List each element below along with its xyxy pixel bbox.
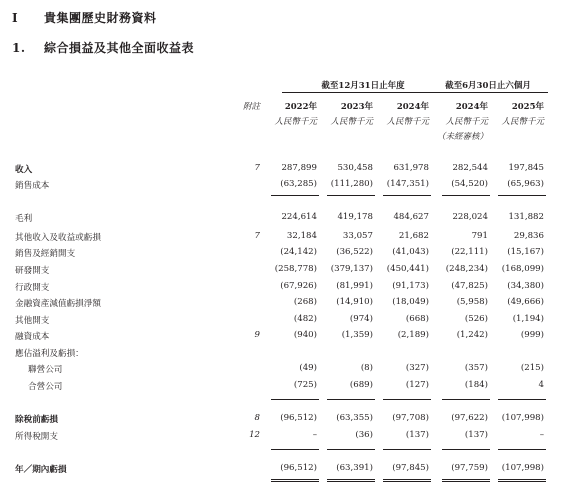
subtotal-rule: [327, 449, 375, 450]
row-value: (47,825): [451, 281, 488, 291]
row-value: (725): [293, 380, 317, 390]
row-value: (168,099): [501, 264, 544, 274]
subtotal-rule: [498, 399, 546, 400]
row-note: 8: [254, 413, 260, 423]
row-value: –: [312, 430, 317, 440]
row-value: 287,899: [281, 163, 317, 173]
interim-period-rule: [431, 92, 548, 93]
total-double-rule: [271, 479, 319, 482]
row-label: 收入: [15, 165, 33, 175]
table-row: [0, 247, 561, 261]
row-value: (41,043): [392, 247, 429, 257]
row-value: (67,926): [280, 281, 317, 291]
currency-unit: 人民幣千元: [330, 117, 373, 127]
subtotal-rule: [442, 449, 490, 450]
row-value: (63,285): [280, 179, 317, 189]
currency-unit: 人民幣千元: [445, 117, 488, 127]
row-value: (97,759): [451, 463, 488, 473]
row-value: (526): [464, 314, 488, 324]
total-double-rule: [442, 479, 490, 482]
row-value: (36,522): [336, 247, 373, 257]
row-value: 33,057: [342, 231, 373, 241]
currency-unit: 人民幣千元: [274, 117, 317, 127]
row-value: (96,512): [280, 413, 317, 423]
row-note: 7: [254, 163, 260, 173]
row-value: (327): [405, 363, 429, 373]
row-value: (15,167): [507, 247, 544, 257]
row-value: (14,910): [336, 297, 373, 307]
table-row: [0, 347, 561, 361]
table-row: [0, 212, 561, 226]
subsection-heading: [12, 39, 194, 56]
row-label: 融資成本: [15, 332, 50, 342]
row-value: (107,998): [501, 413, 544, 423]
subtotal-rule: [271, 449, 319, 450]
row-value: (63,355): [336, 413, 373, 423]
subsection-number: 1.: [12, 41, 26, 55]
subtotal-rule: [271, 399, 319, 400]
table-row: [0, 363, 561, 377]
table-row: [0, 380, 561, 394]
note-column-header: 附註: [242, 102, 260, 112]
row-value: (8): [360, 363, 373, 373]
row-value: (96,512): [280, 463, 317, 473]
section-number: I: [12, 11, 19, 25]
row-value: (97,708): [392, 413, 429, 423]
subtotal-rule: [271, 195, 319, 196]
year-header-2024: 2024年: [396, 102, 429, 112]
row-value: (689): [349, 380, 373, 390]
annual-period-rule: [282, 92, 444, 93]
row-value: 4: [538, 380, 544, 390]
row-value: (940): [293, 330, 317, 340]
row-value: 29,836: [513, 231, 544, 241]
row-value: (379,137): [330, 264, 373, 274]
row-value: (91,173): [392, 281, 429, 291]
row-value: (63,391): [336, 463, 373, 473]
row-value: 197,845: [508, 163, 544, 173]
row-value: (36): [355, 430, 373, 440]
row-note: 7: [254, 231, 260, 241]
row-label: 合營公司: [28, 382, 63, 392]
subtotal-rule: [327, 399, 375, 400]
table-row: [0, 281, 561, 295]
table-row: [0, 297, 561, 311]
subtotal-rule: [442, 399, 490, 400]
table-row: [0, 413, 561, 427]
total-double-rule: [327, 479, 375, 482]
row-label: 應佔溢利及虧損：: [15, 349, 84, 359]
table-row: [0, 430, 561, 444]
row-value: 631,978: [393, 163, 429, 173]
total-double-rule: [383, 479, 431, 482]
row-value: 131,882: [508, 212, 544, 222]
row-value: (999): [520, 330, 544, 340]
row-value: (215): [520, 363, 544, 373]
row-value: (258,778): [274, 264, 317, 274]
row-label: 銷售及經銷開支: [15, 249, 76, 259]
subtotal-rule: [498, 449, 546, 450]
row-label: 聯營公司: [28, 365, 63, 375]
year-header-2023: 2023年: [340, 102, 373, 112]
row-value: (268): [293, 297, 317, 307]
row-value: (34,380): [507, 281, 544, 291]
row-value: (107,998): [501, 463, 544, 473]
row-note: 9: [254, 330, 260, 340]
row-value: (2,189): [397, 330, 429, 340]
row-value: (111,280): [330, 179, 373, 189]
row-value: (668): [405, 314, 429, 324]
subtotal-rule: [383, 449, 431, 450]
row-label: 除稅前虧損: [15, 415, 58, 425]
currency-unit: 人民幣千元: [386, 117, 429, 127]
table-row: [0, 330, 561, 344]
row-value: (248,234): [445, 264, 488, 274]
row-label: 行政開支: [15, 283, 50, 293]
row-label: 其他開支: [15, 316, 50, 326]
table-row: [0, 179, 561, 193]
row-label: 其他收入及收益或虧損: [15, 233, 101, 243]
row-value: 484,627: [393, 212, 429, 222]
row-value: (65,963): [507, 179, 544, 189]
unaudited-label: （未經審核）: [436, 132, 488, 142]
row-value: (97,845): [392, 463, 429, 473]
row-value: 224,614: [281, 212, 317, 222]
subtotal-rule: [383, 399, 431, 400]
row-value: (357): [464, 363, 488, 373]
row-value: (450,441): [386, 264, 429, 274]
year-header-2024-interim: 2024年: [455, 102, 488, 112]
total-double-rule: [498, 479, 546, 482]
row-value: (81,991): [336, 281, 373, 291]
row-value: (137): [405, 430, 429, 440]
row-value: (184): [464, 380, 488, 390]
year-header-2022: 2022年: [284, 102, 317, 112]
subsection-title: 綜合損益及其他全面收益表: [44, 41, 195, 55]
row-value: (18,049): [392, 297, 429, 307]
row-value: 228,024: [452, 212, 488, 222]
row-value: (97,622): [451, 413, 488, 423]
row-value: (5,958): [456, 297, 488, 307]
row-value: (1,359): [341, 330, 373, 340]
section-title: 貴集團歷史財務資料: [44, 11, 157, 25]
currency-unit: 人民幣千元: [501, 117, 544, 127]
row-value: (49,666): [507, 297, 544, 307]
row-label: 銷售成本: [15, 181, 50, 191]
annual-period-header: 截至12月31日止年度: [321, 81, 405, 91]
table-row: [0, 314, 561, 328]
row-value: (974): [349, 314, 373, 324]
row-value: 32,184: [286, 231, 317, 241]
row-note: 12: [249, 430, 260, 440]
row-value: (147,351): [386, 179, 429, 189]
row-value: 282,544: [452, 163, 488, 173]
row-value: 21,682: [398, 231, 429, 241]
row-label: 金融資產減值虧損淨額: [15, 299, 101, 309]
row-value: (1,242): [456, 330, 488, 340]
row-value: (22,111): [451, 247, 488, 257]
subtotal-rule: [383, 195, 431, 196]
row-value: 419,178: [337, 212, 373, 222]
subtotal-rule: [327, 195, 375, 196]
subtotal-rule: [498, 195, 546, 196]
row-value: (1,194): [512, 314, 544, 324]
row-value: (137): [464, 430, 488, 440]
row-label: 年／期內虧損: [15, 465, 67, 475]
table-row: [0, 264, 561, 278]
row-value: (49): [299, 363, 317, 373]
row-value: 530,458: [337, 163, 373, 173]
year-header-2025-interim: 2025年: [511, 102, 544, 112]
row-value: (24,142): [280, 247, 317, 257]
row-value: (482): [293, 314, 317, 324]
interim-period-header: 截至6月30日止六個月: [445, 81, 531, 91]
table-row: [0, 163, 561, 177]
row-value: 791: [471, 231, 488, 241]
table-row: [0, 463, 561, 477]
row-value: (54,520): [451, 179, 488, 189]
row-value: (127): [405, 380, 429, 390]
row-label: 所得稅開支: [15, 432, 58, 442]
section-heading: [12, 9, 157, 26]
row-label: 毛利: [15, 214, 33, 224]
subtotal-rule: [442, 195, 490, 196]
row-value: –: [539, 430, 544, 440]
table-row: [0, 231, 561, 245]
row-label: 研發開支: [15, 266, 50, 276]
